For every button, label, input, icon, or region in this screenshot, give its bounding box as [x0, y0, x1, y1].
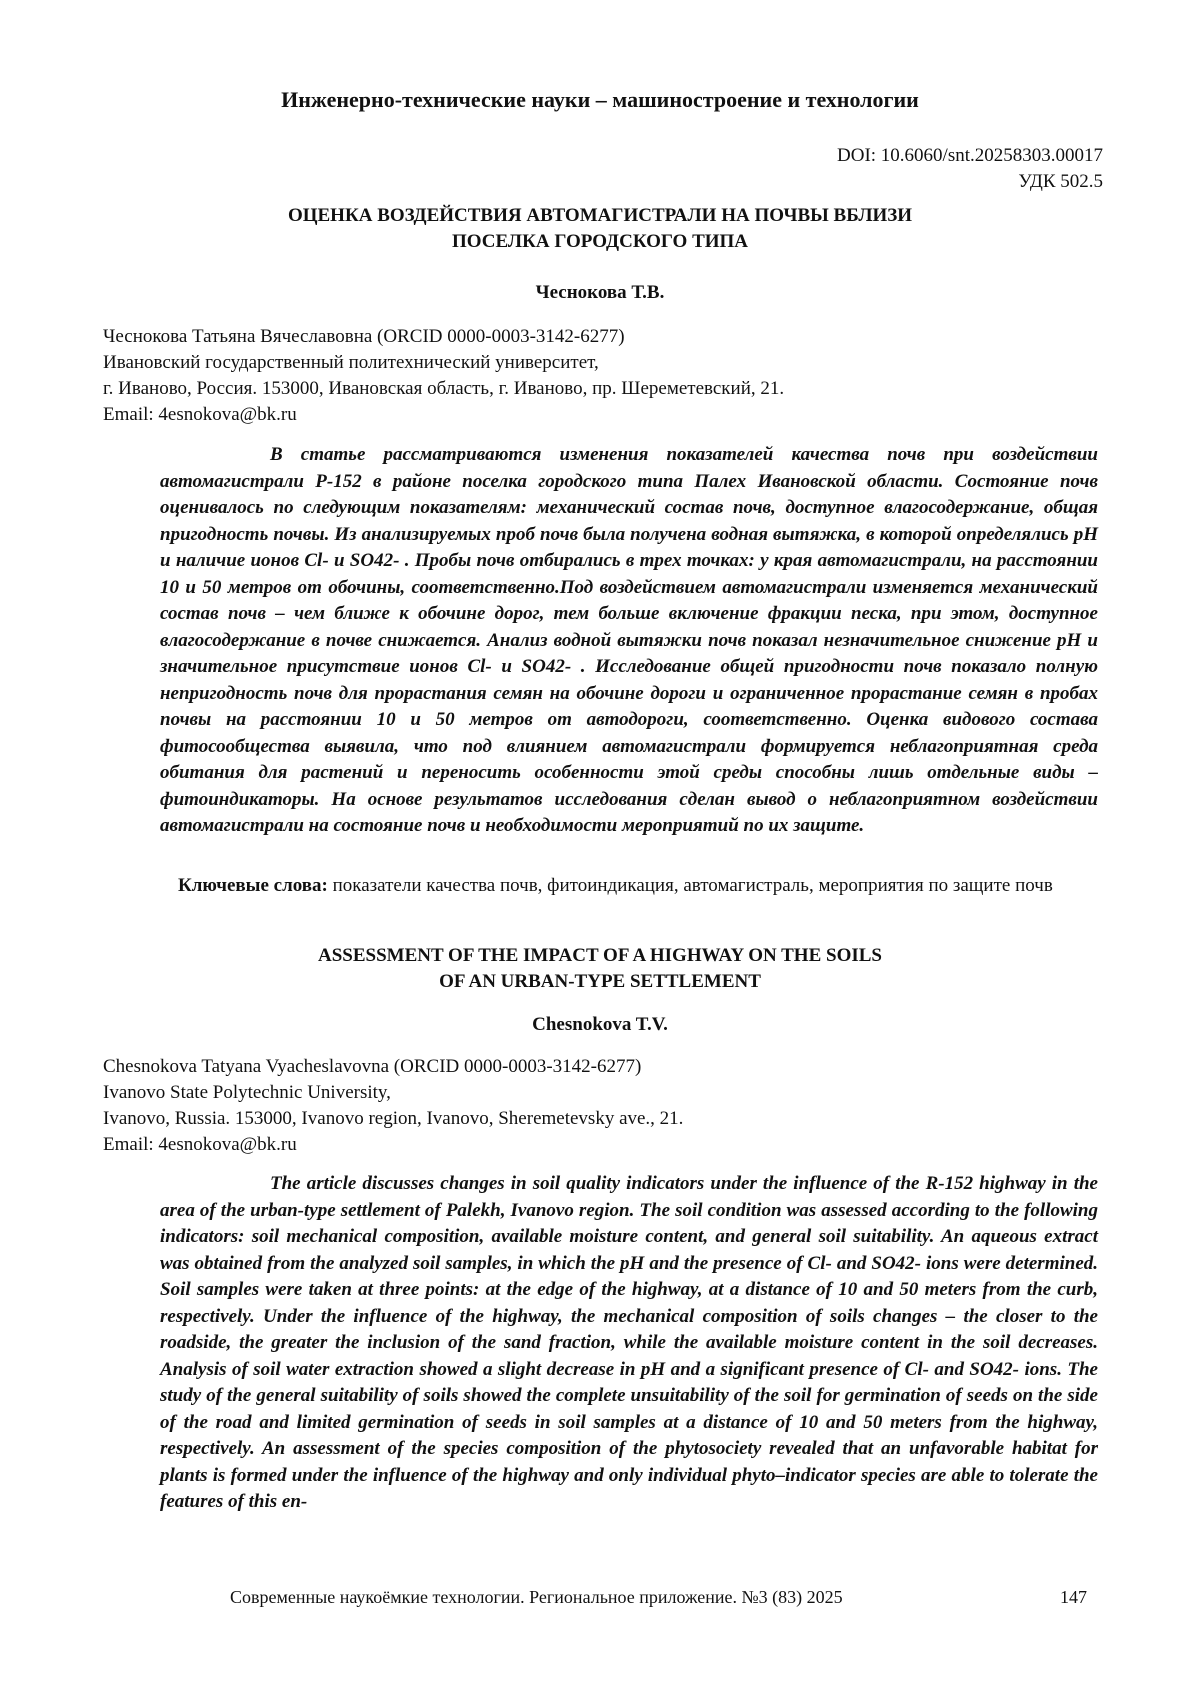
ru-title	[120, 203, 1080, 255]
en-affiliation	[103, 1054, 1103, 1158]
en-affil-email[interactable]: Email: 4esnokova@bk.ru	[103, 1134, 297, 1155]
ru-affil-org: Ивановский государственный политехнический университет,	[103, 352, 599, 373]
ru-affil-email[interactable]: Email: 4esnokova@bk.ru	[103, 404, 297, 425]
en-author: Chesnokova T.V.	[532, 1014, 668, 1035]
keywords-text: показатели качества почв, фитоиндикация, автомагистраль, мероприятия по защите почв	[327, 875, 1053, 896]
en-abstract: The article discusses changes in soil quality indicators under the influence of the R-152 highway in the area of the urban-type settlement of Palekh, Ivanovo region. The soil condition was assessed according to the following indicators: soil mechanical composition, available moisture content, and general soil suitability. An aqueous extract was obtained from the analyzed soil samples, in which the pH and the presence of Cl- and SO42- ions were determined. Soil samples were taken at three points: at the edge of the highway, at a distance of 10 and 50 meters from the curb, respectively. Under the influence of the highway, the mechanical composition of soils changes – the closer to the roadside, the greater the inclusion of the sand fraction, while the available moisture content in the soil decreases. Analysis of soil water extraction showed a slight decrease in pH and a significant presence of Cl- and SO42- ions. The study of the general suitability of soils showed the complete unsuitability of the soil for germination of seeds on the side of the road and limited germination of seeds in soil samples at a distance of 10 and 50 meters from the highway, respectively. An assessment of the species composition of the phytosociety revealed that an unfavorable habitat for plants is formed under the influence of the highway and only individual phyto–indicator species are able to tolerate the features of this en-	[160, 1173, 1098, 1512]
ru-title-line-2: ПОСЕЛКА ГОРОДСКОГО ТИПА	[451, 231, 749, 252]
en-title-line-1: ASSESSMENT OF THE IMPACT OF A HIGHWAY ON THE SOILS	[317, 945, 882, 966]
ru-affiliation	[103, 324, 1103, 428]
ru-affil-address: г. Иваново, Россия. 153000, Ивановская область, г. Иваново, пр. Шереметевский, 21.	[103, 378, 785, 399]
ru-affil-name: Чеснокова Татьяна Вячеславовна (ORCID 0000-0003-3142-6277)	[103, 326, 625, 347]
udc: УДК 502.5	[1018, 171, 1103, 192]
ru-title-line-1: ОЦЕНКА ВОЗДЕЙСТВИЯ АВТОМАГИСТРАЛИ НА ПОЧВЫ ВБЛИЗИ	[287, 205, 913, 226]
en-title-line-2: OF AN URBAN-TYPE SETTLEMENT	[439, 971, 761, 992]
doi[interactable]: DOI: 10.6060/snt.20258303.00017	[837, 145, 1103, 166]
footer-journal: Современные наукоёмкие технологии. Региональное приложение. №3 (83) 2025	[230, 1587, 843, 1607]
ru-abstract: В статье рассматриваются изменения показателей качества почв при воздействии автомагистрали Р-152 в районе поселка городского типа Палех Ивановской области. Состояние почв оценивалось по следующим показателям: механический состав почв, доступное влагосодержание, общая пригодность почвы. Из анализируемых проб почв была получена водная вытяжка, в которой определялись рН и наличие ионов Cl- и SO42- . Пробы почв отбирались в трех точках: у края автомагистрали, на расстоянии 10 и 50 метров от обочины, соответственно.Под воздействием автомагистрали изменяется механический состав почв – чем ближе к обочине дорог, тем больше включение фракции песка, при этом, доступное влагосодержание в почве снижается. Анализ водной вытяжки почв показал незначительное снижение рН и значительное присутствие ионов Cl- и SO42- . Исследование общей пригодности почв показало полную непригодность почв для прорастания семян на обочине дороги и ограниченное прорастание семян в пробах почвы на расстоянии 10 и 50 метров от автодороги, соответственно. Оценка видового состава фитосообщества выявила, что под влиянием автомагистрали формируется неблагоприятная среда обитания для растений и переносить особенности этой среды способны лишь отдельные виды – фитоиндикаторы. На основе результатов исследования сделан вывод о неблагоприятном воздействии автомагистрали на состояние почв и необходимости мероприятий по их защите.	[160, 444, 1098, 836]
en-affil-address: Ivanovo, Russia. 153000, Ivanovo region, Ivanovo, Sheremetevsky ave., 21.	[103, 1108, 684, 1129]
article-identifiers	[837, 143, 1103, 195]
keywords-label: Ключевые слова:	[178, 875, 328, 896]
ru-keywords	[103, 873, 1103, 899]
en-affil-org: Ivanovo State Polytechnic University,	[103, 1082, 391, 1103]
ru-author: Чеснокова Т.В.	[535, 282, 665, 303]
section-title: Инженерно-технические науки – машиностроение и технологии	[281, 87, 919, 112]
en-affil-name: Chesnokova Tatyana Vyacheslavovna (ORCID 0000-0003-3142-6277)	[103, 1056, 642, 1077]
en-title	[120, 943, 1080, 995]
page-number: 147	[1060, 1587, 1087, 1607]
